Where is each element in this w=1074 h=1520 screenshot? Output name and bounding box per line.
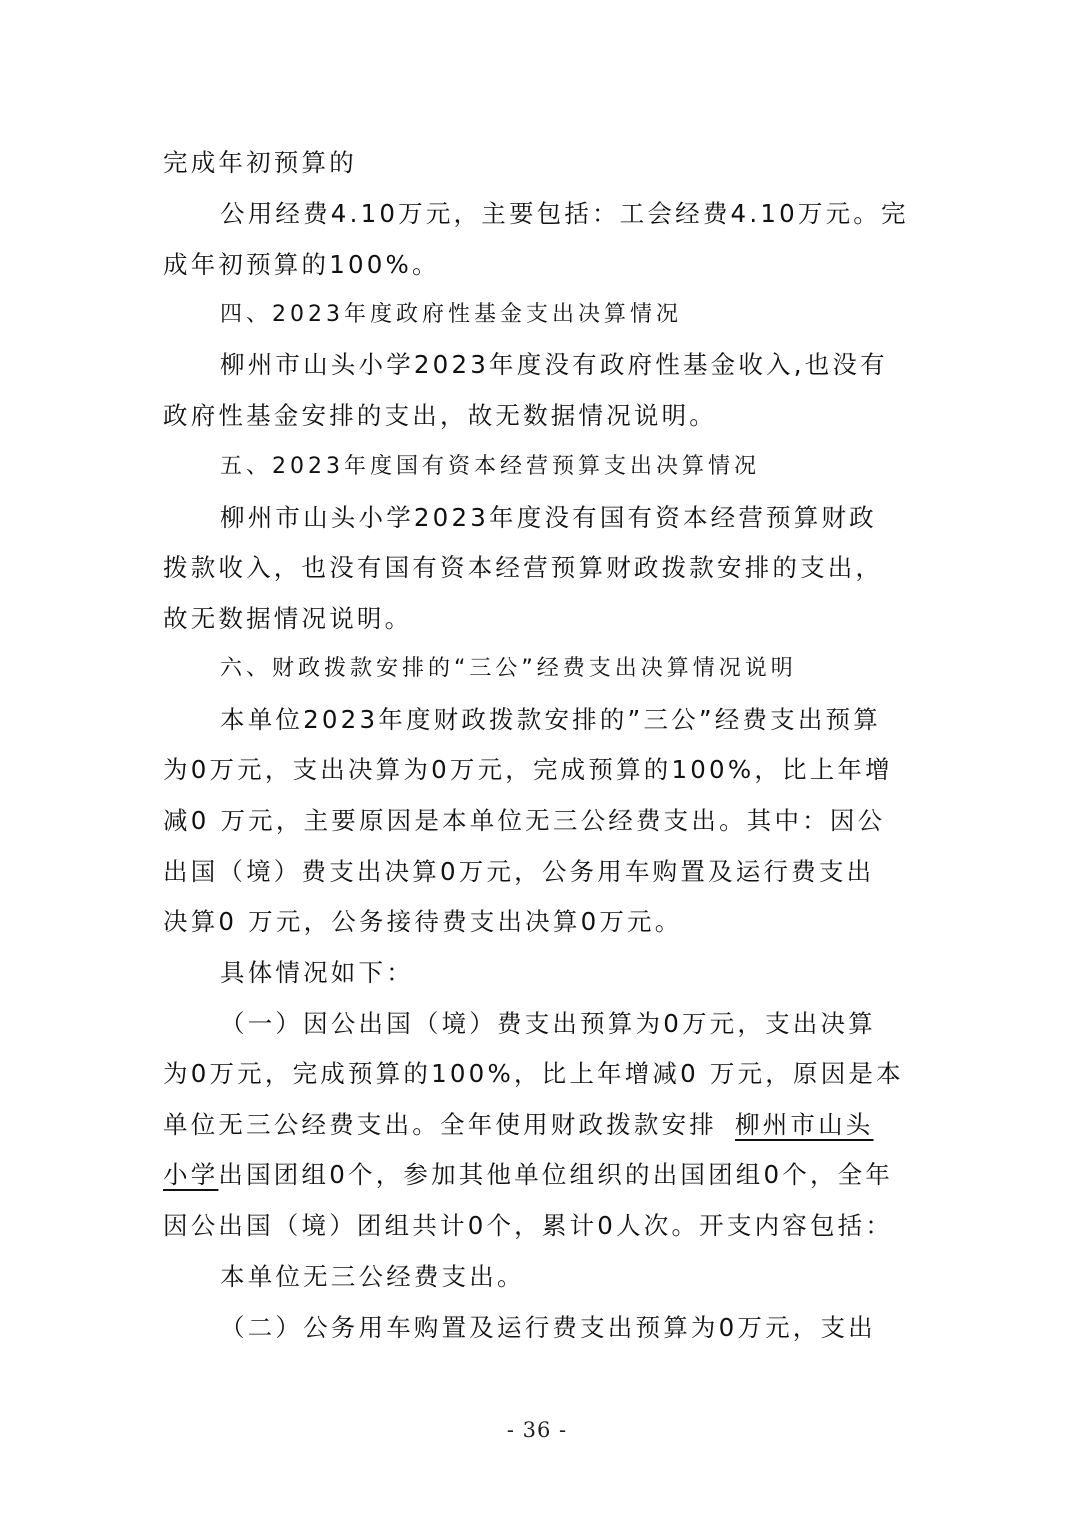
body-text-line: 本单位2023年度财政拨款安排的”三公”经费支出预算	[220, 705, 881, 734]
body-text-line	[163, 1110, 874, 1140]
body-text-line: 出国（境）费支出决算0万元，公务用车购置及运行费支出	[163, 857, 875, 886]
underlined-unit-name: 柳州市山头	[735, 1110, 874, 1139]
body-text-line: 因公出国（境）团组共计0个，累计0人次。开支内容包括：	[163, 1211, 894, 1240]
section-heading-state-capital: 五、2023年度国有资本经营预算支出决算情况	[220, 454, 760, 479]
page-number: - 36 -	[506, 1418, 568, 1442]
body-text-segment: 出国团组0个，参加其他单位组织的出国团组0个，全年	[218, 1160, 894, 1189]
body-text-line: 柳州市山头小学2023年度没有国有资本经营预算财政	[220, 503, 877, 532]
body-text-line: 为0万元，支出决算为0万元，完成预算的100%，比上年增	[163, 755, 893, 784]
body-text-line: 决算0 万元，公务接待费支出决算0万元。	[163, 907, 683, 936]
body-text-line: 完成年初预算的	[163, 148, 357, 177]
body-text-line: 为0万元，完成预算的100%，比上年增减0 万元，原因是本	[163, 1059, 904, 1088]
body-text-line: （二）公务用车购置及运行费支出预算为0万元，支出	[220, 1313, 876, 1342]
body-text-line: 成年初预算的100%。	[163, 250, 440, 279]
body-text-line: 本单位无三公经费支出。	[220, 1262, 525, 1291]
body-text-line: 公用经费4.10万元，主要包括：工会经费4.10万元。完	[220, 199, 909, 228]
body-text-line: 拨款收入，也没有国有资本经营预算财政拨款安排的支出，	[163, 553, 884, 582]
section-heading-three-public: 六、财政拨款安排的“三公”经费支出决算情况说明	[220, 656, 797, 681]
body-text-segment: 单位无三公经费支出。全年使用财政拨款安排	[163, 1110, 717, 1139]
body-text-line: 具体情况如下：	[220, 958, 414, 987]
underlined-unit-name: 小学	[163, 1160, 219, 1189]
body-text-line: 减0 万元，主要原因是本单位无三公经费支出。其中：因公	[163, 806, 886, 835]
body-text-line: 政府性基金安排的支出，故无数据情况说明。	[163, 401, 717, 430]
body-text-line: （一）因公出国（境）费支出预算为0万元，支出决算	[220, 1009, 876, 1038]
section-heading-government-fund: 四、2023年度政府性基金支出决算情况	[220, 302, 682, 327]
body-text-line: 柳州市山头小学2023年度没有政府性基金收入,也没有	[220, 350, 888, 379]
body-text-line	[163, 1160, 893, 1190]
body-text-line: 故无数据情况说明。	[163, 604, 413, 633]
